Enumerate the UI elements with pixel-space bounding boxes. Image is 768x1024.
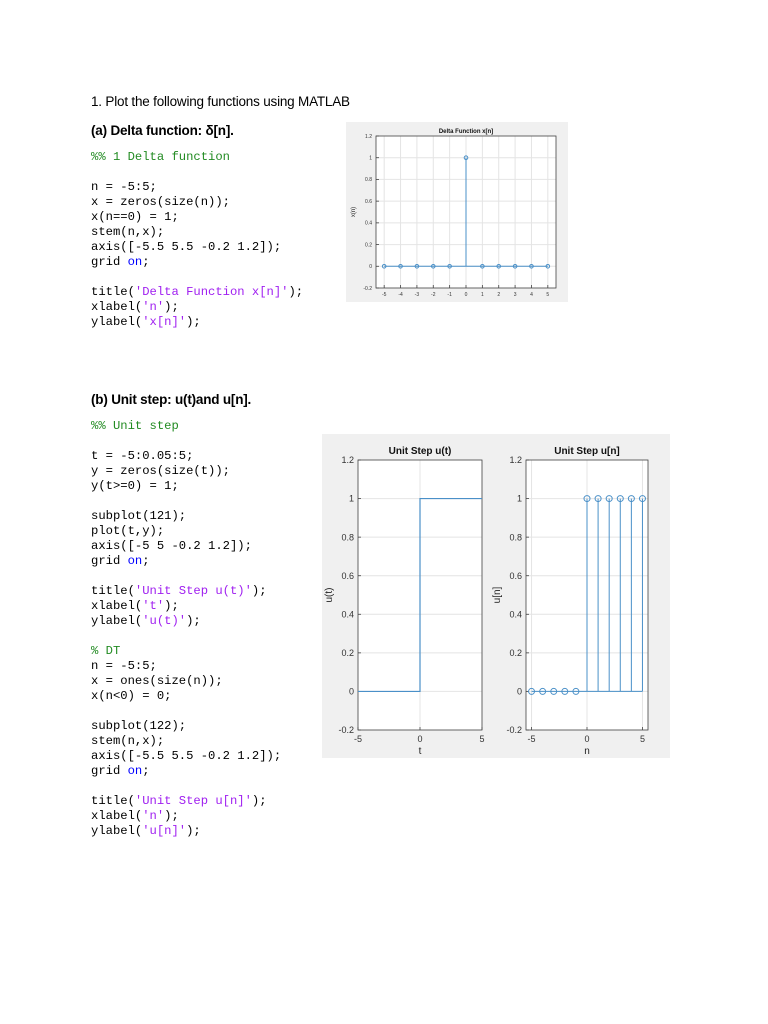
code-text: ); xyxy=(164,599,179,613)
code-line xyxy=(91,180,303,195)
code-line xyxy=(91,225,303,240)
code-text: y(t>=0) = 1; xyxy=(91,479,179,493)
code-line xyxy=(91,494,281,509)
y-tick-label: 0 xyxy=(348,686,354,697)
code-text: x(n==0) = 1; xyxy=(91,210,179,224)
y-tick-label: 0.8 xyxy=(509,532,522,543)
delta-chart xyxy=(346,122,568,302)
code-text: ); xyxy=(186,315,201,329)
code-text: plot(t,y); xyxy=(91,524,165,538)
y-axis-label: u(t) xyxy=(324,587,335,603)
y-tick-label: 0.8 xyxy=(365,177,372,184)
x-tick-label: 5 xyxy=(546,292,550,298)
code-line xyxy=(91,285,303,300)
code-text: x = ones(size(n)); xyxy=(91,674,223,688)
x-tick-label: -5 xyxy=(353,734,363,744)
code-text: ); xyxy=(251,794,267,808)
code-line xyxy=(91,509,281,524)
delta-code-block xyxy=(91,150,303,330)
code-line xyxy=(91,300,303,315)
code-string: 'Unit Step u(t)' xyxy=(134,584,252,598)
code-comment: %% Unit step xyxy=(91,419,179,433)
x-tick-label: 2 xyxy=(497,292,501,298)
code-line xyxy=(91,150,303,165)
code-keyword: on xyxy=(127,554,143,568)
chart-title: Unit Step u(t) xyxy=(388,446,452,457)
code-text: grid xyxy=(91,554,128,568)
code-string: 'Unit Step u[n]' xyxy=(134,794,252,808)
code-line xyxy=(91,584,281,599)
code-line xyxy=(91,569,281,584)
code-string: 'x[n]' xyxy=(142,315,187,329)
y-axis-label: u[n] xyxy=(492,586,503,604)
code-line xyxy=(91,165,303,180)
y-axis-label: x(n) xyxy=(351,206,357,218)
y-tick-label: 0.6 xyxy=(341,570,354,581)
code-text: ); xyxy=(186,824,201,838)
code-line xyxy=(91,449,281,464)
code-text: ); xyxy=(164,300,179,314)
code-text: n = -5:5; xyxy=(91,659,157,673)
code-text: ); xyxy=(251,584,267,598)
code-text: stem(n,x); xyxy=(91,734,165,748)
code-text: grid xyxy=(91,255,128,269)
code-line xyxy=(91,629,281,644)
x-tick-label: -3 xyxy=(414,292,420,298)
code-comment: % DT xyxy=(91,644,121,658)
x-tick-label: -5 xyxy=(381,292,387,298)
code-text: ); xyxy=(186,614,201,628)
code-line xyxy=(91,315,303,330)
y-tick-label: 0.6 xyxy=(509,570,522,581)
x-tick-label: 0 xyxy=(417,734,423,744)
x-tick-label: -5 xyxy=(527,734,536,744)
y-tick-label: 0.2 xyxy=(365,242,372,249)
y-tick-label: 1.2 xyxy=(509,455,522,466)
code-text: ); xyxy=(164,809,179,823)
code-text: y = zeros(size(t)); xyxy=(91,464,230,478)
y-tick-label: 0 xyxy=(369,264,372,271)
code-string: 'Delta Function x[n]' xyxy=(134,285,289,299)
code-line xyxy=(91,734,281,749)
code-text: axis([-5 5 -0.2 1.2]); xyxy=(91,539,252,553)
x-tick-label: 5 xyxy=(479,734,485,744)
code-line xyxy=(91,659,281,674)
x-tick-label: -4 xyxy=(398,292,403,298)
chart-title: Delta Function x[n] xyxy=(438,129,494,135)
code-line xyxy=(91,539,281,554)
code-line xyxy=(91,195,303,210)
code-line xyxy=(91,749,281,764)
code-line xyxy=(91,794,281,809)
code-text: ; xyxy=(142,554,150,568)
code-line xyxy=(91,779,281,794)
y-tick-label: 1.2 xyxy=(365,133,372,140)
code-text: grid xyxy=(91,764,128,778)
y-tick-label: 0.4 xyxy=(509,609,522,620)
x-tick-label: 4 xyxy=(530,292,533,298)
code-string: 'n' xyxy=(142,809,165,823)
code-comment: %% 1 Delta function xyxy=(91,150,230,164)
code-line xyxy=(91,464,281,479)
code-line xyxy=(91,689,281,704)
code-string: 'u[n]' xyxy=(142,824,187,838)
code-line xyxy=(91,240,303,255)
x-tick-label: -2 xyxy=(431,292,436,298)
x-axis-label: t xyxy=(418,746,422,757)
code-text: xlabel( xyxy=(91,599,143,613)
x-tick-label: 5 xyxy=(639,734,645,744)
code-line xyxy=(91,524,281,539)
code-line xyxy=(91,824,281,839)
y-tick-label: -0.2 xyxy=(506,725,522,736)
x-tick-label: 1 xyxy=(480,292,484,298)
y-tick-label: 1 xyxy=(516,493,522,504)
y-tick-label: -0.2 xyxy=(338,725,354,736)
part-a-heading: (a) Delta function: δ[n]. xyxy=(91,123,234,138)
code-line xyxy=(91,809,281,824)
x-axis-label: n xyxy=(584,746,590,757)
code-keyword: on xyxy=(127,255,143,269)
code-text: ylabel( xyxy=(91,315,143,329)
code-line xyxy=(91,270,303,285)
code-string: 't' xyxy=(142,599,165,613)
y-tick-label: 1 xyxy=(369,155,372,162)
y-tick-label: 0.8 xyxy=(341,532,354,543)
y-tick-label: 0.4 xyxy=(341,609,354,620)
code-text: title( xyxy=(91,584,135,598)
code-string: 'u(t)' xyxy=(142,614,187,628)
y-tick-label: 0.2 xyxy=(341,648,354,659)
code-text: subplot(121); xyxy=(91,509,187,523)
code-text: x = zeros(size(n)); xyxy=(91,195,230,209)
code-line xyxy=(91,599,281,614)
y-tick-label: 0 xyxy=(516,686,522,697)
code-keyword: on xyxy=(127,764,143,778)
code-line xyxy=(91,255,303,270)
code-text: title( xyxy=(91,794,135,808)
code-text: ; xyxy=(142,255,150,269)
y-tick-label: 0.2 xyxy=(509,648,522,659)
code-line xyxy=(91,434,281,449)
y-tick-label: 1.2 xyxy=(341,455,354,466)
delta-figure xyxy=(346,122,568,302)
y-tick-label: -0.2 xyxy=(363,285,372,292)
code-text: ; xyxy=(142,764,150,778)
code-text: axis([-5.5 5.5 -0.2 1.2]); xyxy=(91,749,282,763)
code-line xyxy=(91,764,281,779)
chart-title: Unit Step u[n] xyxy=(554,446,620,457)
y-tick-label: 0.6 xyxy=(365,198,372,205)
code-text: x(n<0) = 0; xyxy=(91,689,172,703)
code-line xyxy=(91,704,281,719)
unit-step-figure xyxy=(322,434,670,758)
code-line xyxy=(91,644,281,659)
code-text: stem(n,x); xyxy=(91,225,165,239)
code-text: title( xyxy=(91,285,135,299)
unit-step-code-block xyxy=(91,419,281,839)
code-line xyxy=(91,614,281,629)
x-tick-label: 0 xyxy=(584,734,590,744)
y-tick-label: 0.4 xyxy=(365,220,372,227)
code-line xyxy=(91,719,281,734)
code-line xyxy=(91,210,303,225)
code-text: xlabel( xyxy=(91,809,143,823)
code-text: n = -5:5; xyxy=(91,180,157,194)
x-tick-label: 3 xyxy=(513,292,517,298)
code-line xyxy=(91,554,281,569)
code-text: xlabel( xyxy=(91,300,143,314)
unit-step-charts xyxy=(322,434,670,758)
code-text: subplot(122); xyxy=(91,719,187,733)
code-line xyxy=(91,419,281,434)
code-text: ); xyxy=(288,285,304,299)
code-text: axis([-5.5 5.5 -0.2 1.2]); xyxy=(91,240,282,254)
code-line xyxy=(91,479,281,494)
code-string: 'n' xyxy=(142,300,165,314)
x-tick-label: 0 xyxy=(464,292,468,298)
assignment-heading: 1. Plot the following functions using MATLAB xyxy=(91,94,350,109)
code-line xyxy=(91,674,281,689)
code-text: ylabel( xyxy=(91,614,143,628)
code-text: ylabel( xyxy=(91,824,143,838)
x-tick-label: -1 xyxy=(447,292,452,298)
part-b-heading: (b) Unit step: u(t)and u[n]. xyxy=(91,392,252,407)
code-text: t = -5:0.05:5; xyxy=(91,449,194,463)
y-tick-label: 1 xyxy=(348,493,354,504)
